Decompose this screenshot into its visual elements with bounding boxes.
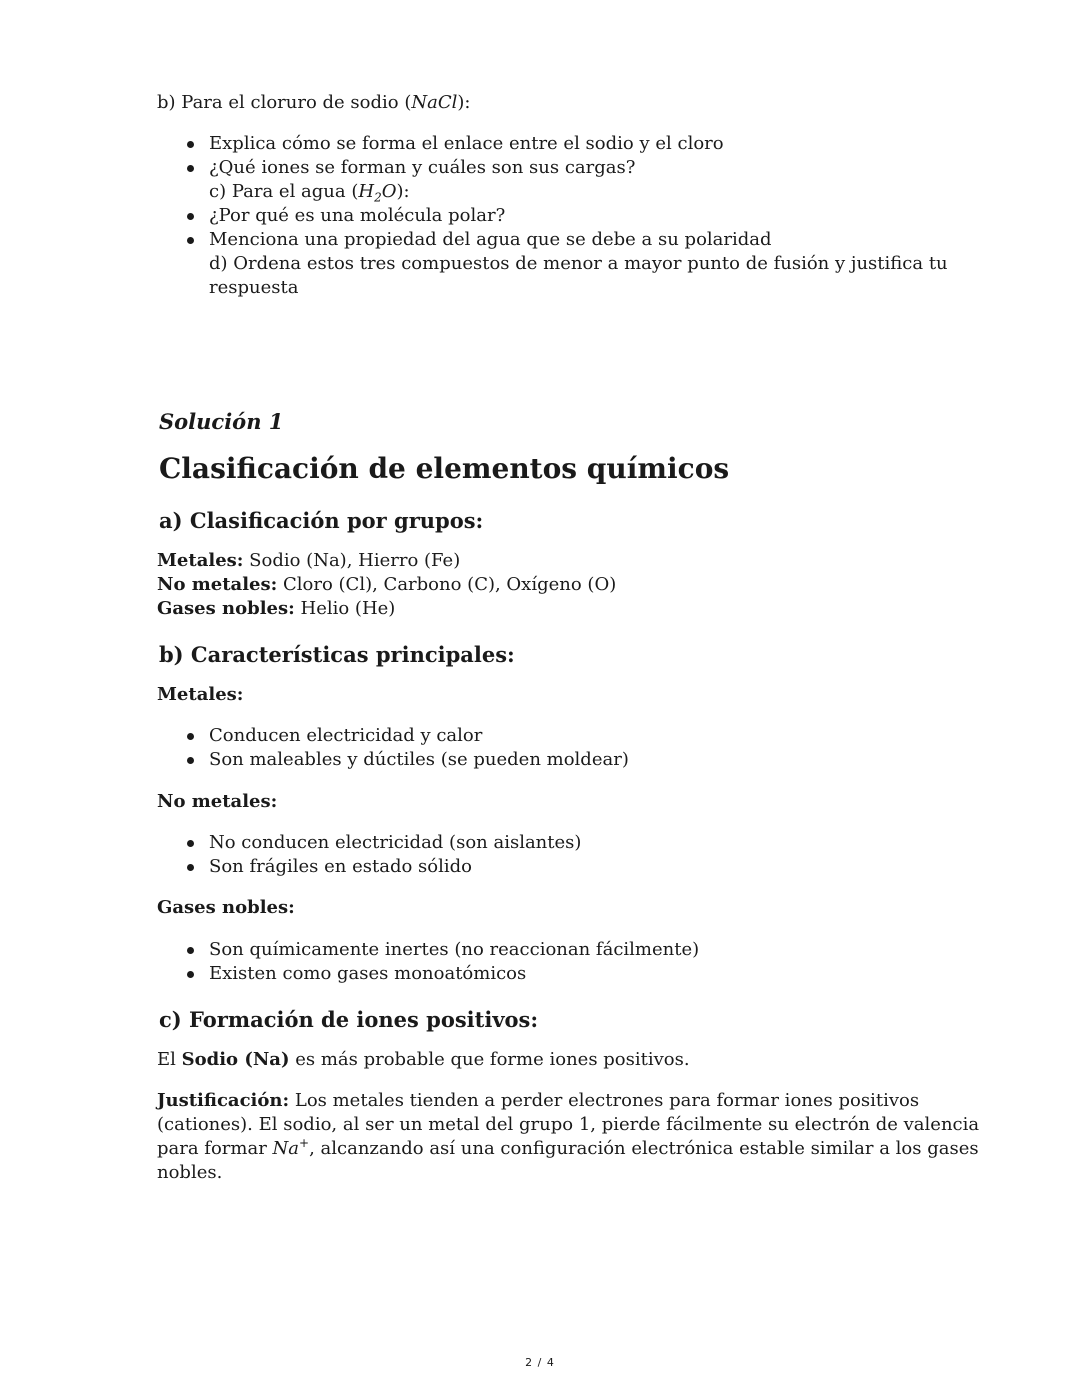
list-item: Explica cómo se forma el enlace entre el sodio y el cloro <box>157 132 724 156</box>
question-b-bullets <box>157 132 724 180</box>
metals-list <box>157 724 629 772</box>
section-a-heading: a) Clasificación por grupos: <box>159 508 484 533</box>
question-c-bullets <box>157 204 772 252</box>
section-b-heading: b) Características principales: <box>159 642 515 667</box>
bullet-icon <box>187 864 194 871</box>
list-item: Existen como gases monoatómicos <box>157 962 699 986</box>
group-row-metals: Metales: Sodio (Na), Hierro (Fe) <box>157 550 461 571</box>
list-item: Son químicamente inertes (no reaccionan fácilmente) <box>157 938 699 962</box>
nonmetals-label: No metales: <box>157 791 278 812</box>
justification-line-3: para formar Na+, alcanzando así una configuración electrónica estable similar a los gases <box>157 1136 979 1159</box>
solution-label: Solución 1 <box>159 409 284 434</box>
group-row-noble-gases: Gases nobles: Helio (He) <box>157 598 396 619</box>
noble-gases-label: Gases nobles: <box>157 897 295 918</box>
list-item: ¿Qué iones se forman y cuáles son sus cargas? <box>157 156 724 180</box>
question-b-intro: b) Para el cloruro de sodio (NaCl): <box>157 92 471 113</box>
justification-line-2: (cationes). El sodio, al ser un metal del grupo 1, pierde fácilmente su electrón de valencia <box>157 1114 980 1135</box>
noble-gases-list <box>157 938 699 986</box>
list-item: Son frágiles en estado sólido <box>157 855 581 879</box>
bullet-icon <box>187 165 194 172</box>
list-item: ¿Por qué es una molécula polar? <box>157 204 772 228</box>
formula-na-ion: Na+ <box>272 1136 310 1159</box>
formula-h2o: $H_2O$ <box>358 181 397 205</box>
list-item: Menciona una propiedad del agua que se debe a su polaridad <box>157 228 772 252</box>
justification-line-1: Justificación: Los metales tienden a perder electrones para formar iones positivos <box>157 1090 920 1111</box>
question-d-line2: respuesta <box>209 277 299 298</box>
bullet-icon <box>187 237 194 244</box>
list-item: Conducen electricidad y calor <box>157 724 629 748</box>
list-item: Son maleables y dúctiles (se pueden moldear) <box>157 748 629 772</box>
page-number: 2 / 4 <box>525 1356 555 1369</box>
metals-label: Metales: <box>157 684 244 705</box>
bullet-icon <box>187 213 194 220</box>
bullet-icon <box>187 947 194 954</box>
bullet-icon <box>187 971 194 978</box>
bullet-icon <box>187 840 194 847</box>
bullet-icon <box>187 733 194 740</box>
question-c-intro: c) Para el agua $(H_2O)$: <box>209 181 410 205</box>
group-row-nonmetals: No metales: Cloro (Cl), Carbono (C), Oxígeno (O) <box>157 574 617 595</box>
question-d-line1: d) Ordena estos tres compuestos de menor a mayor punto de fusión y justifica tu <box>209 253 948 274</box>
bullet-icon <box>187 757 194 764</box>
nonmetals-list <box>157 831 581 879</box>
justification-line-4: nobles. <box>157 1162 223 1183</box>
formula-nacl: NaCl <box>411 92 458 113</box>
section-c-heading: c) Formación de iones positivos: <box>159 1007 539 1032</box>
list-item: No conducen electricidad (son aislantes) <box>157 831 581 855</box>
solution-title: Clasificación de elementos químicos <box>159 452 730 485</box>
bullet-icon <box>187 141 194 148</box>
section-c-answer: El Sodio (Na) es más probable que forme iones positivos. <box>157 1049 690 1070</box>
